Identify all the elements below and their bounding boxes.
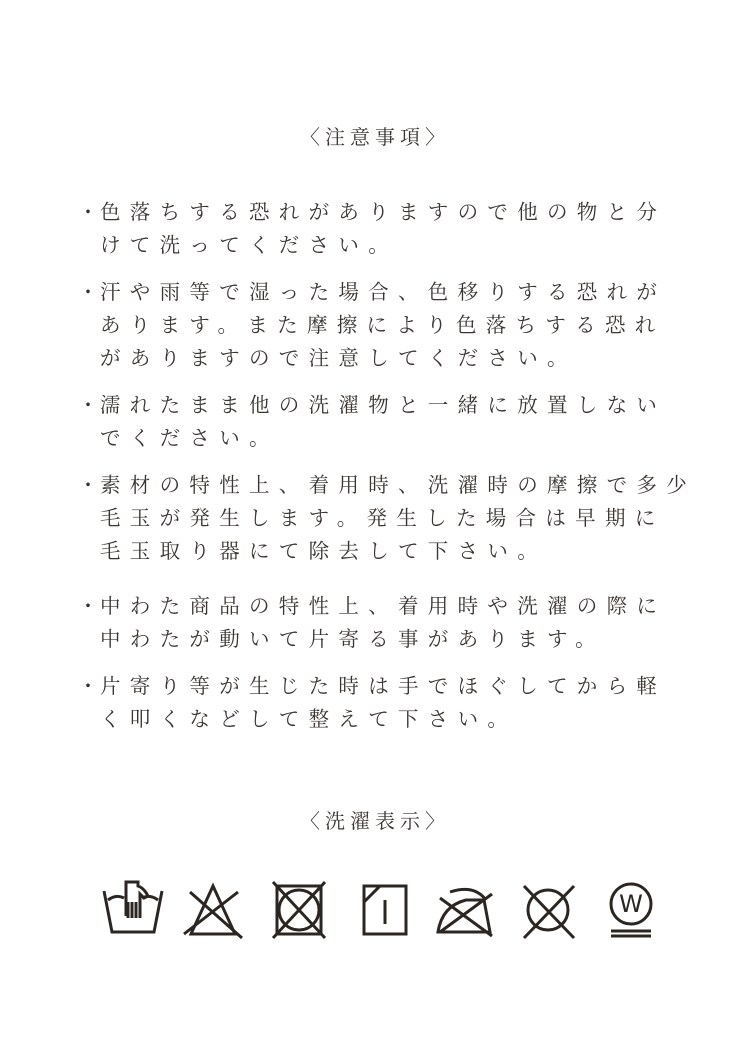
no-iron-icon [436, 876, 500, 942]
bullet: ・ [78, 473, 98, 497]
caution-line: 毛玉取り器にて除去して下さい。 [100, 539, 547, 563]
caution-item [78, 670, 698, 736]
care-icons-row [96, 876, 666, 942]
care-heading: 〈洗濯表示〉 [300, 809, 450, 833]
hand-wash-icon [102, 876, 164, 942]
wet-clean-very-mild-icon [606, 876, 656, 942]
caution-line: 汗や雨等で湿った場合、色移りする恐れが [100, 280, 667, 304]
caution-line: 色落ちする恐れがありますので他の物と分 [100, 200, 667, 224]
bullet: ・ [78, 393, 98, 417]
caution-line: く叩くなどして整えて下さい。 [100, 707, 518, 731]
bullet: ・ [78, 594, 98, 618]
no-bleach-icon [182, 876, 244, 942]
caution-line: 素材の特性上、着用時、洗濯時の摩擦で多少 [100, 473, 696, 497]
caution-item [78, 469, 698, 568]
caution-line: けて洗ってください。 [100, 233, 398, 257]
caution-line: 中わた商品の特性上、着用時や洗濯の際に [100, 594, 667, 618]
caution-item [78, 590, 698, 656]
caution-line: あります。また摩擦により色落ちする恐れ [100, 313, 665, 337]
cautions-list [78, 196, 698, 750]
w-label: W [619, 890, 643, 918]
no-tumble-dry-icon [271, 876, 327, 942]
no-dry-clean-icon [520, 876, 576, 942]
bullet: ・ [78, 674, 98, 698]
caution-item [78, 276, 698, 375]
caution-line: 毛玉が発生します。発生した場合は早期に [100, 506, 665, 530]
caution-item [78, 196, 698, 262]
caution-item [78, 389, 698, 455]
cautions-heading: 〈注意事項〉 [300, 125, 450, 149]
caution-line: 濡れたまま他の洗濯物と一緒に放置しない [100, 393, 667, 417]
drip-dry-shade-icon [360, 876, 410, 942]
bullet: ・ [78, 200, 98, 224]
caution-line: がありますので注意してください。 [100, 346, 577, 370]
caution-line: 中わたが動いて片寄る事があります。 [100, 627, 605, 651]
bullet: ・ [78, 280, 98, 304]
caution-line: 片寄り等が生じた時は手でほぐしてから軽 [100, 674, 667, 698]
caution-line: でください。 [100, 426, 279, 450]
